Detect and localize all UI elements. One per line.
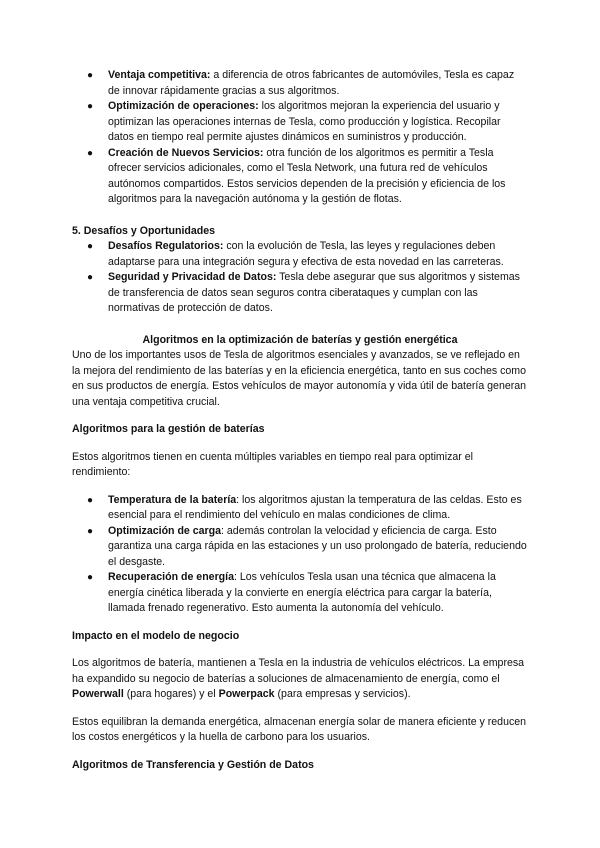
item-text: : los algoritmos ajustan la temperatura de las celdas. Esto es esencial para el rendimiento del vehículo en malas condiciones de clima. [108, 493, 522, 521]
powerwall-label: Powerwall [72, 688, 124, 700]
battery-management-heading: Algoritmos para la gestión de baterías [72, 423, 265, 435]
battery-list [72, 493, 528, 617]
bullet-icon: ● [87, 70, 94, 81]
impact-text-d: (para empresas y servicios). [274, 688, 411, 700]
item-label: Ventaja competitiva: [108, 69, 211, 81]
bullet-icon: ● [87, 272, 94, 283]
list-item [72, 493, 528, 524]
item-text: Tesla debe asegurar que sus algoritmos y sistemas de transferencia de datos sean seguros contra ciberataques y cumplan con las normativas de protección de datos. [108, 271, 520, 314]
impact-paragraph-2: Estos equilibran la demanda energética, almacenan energía solar de manera eficiente y reducen los costos energéticos y la huella de carbono para los usuarios. [72, 715, 527, 743]
list-item [72, 68, 528, 99]
list-item [72, 146, 528, 208]
item-text: otra función de los algoritmos es permitir a Tesla ofrecer servicios adicionales, como el Tesla Network, una futura red de vehículos autónomos compartidos. Estos servicios dependen de la precisión y eficiencia de los algoritmos para la navegación autónoma y la gestión de flotas. [108, 146, 506, 205]
item-text: a diferencia de otros fabricantes de automóviles, Tesla es capaz de innovar rápidamente gracias a sus algoritmos. [108, 69, 515, 97]
bullet-icon: ● [87, 525, 94, 537]
item-label: Desafíos Regulatorios: [108, 240, 224, 252]
item-text: los algoritmos mejoran la experiencia del usuario y optimizan las operaciones internas de Tesla, como producción y logística. Recopilar datos en tiempo real permite ajustes dinámicos en suministros y producción. [108, 100, 501, 143]
impact-paragraph-1 [72, 656, 528, 703]
list-item [72, 570, 528, 617]
challenges-list [72, 239, 528, 317]
battery-section-title: Algoritmos en la optimización de baterías y gestión energética [142, 333, 458, 346]
item-label: Temperatura de la batería [108, 493, 237, 506]
item-text: : Los vehículos Tesla usan una técnica que almacena la energía cinética liberada y la convierte en energía eléctrica para cargar la batería, llamada frenado regenerativo. Esto aumenta la autonomía del vehículo. [108, 571, 496, 614]
impact-heading: Impacto en el modelo de negocio [72, 629, 240, 642]
bullet-icon: ● [87, 241, 94, 252]
impact-text-c: (para hogares) y el [123, 688, 219, 700]
page-content [72, 68, 528, 773]
item-label: Creación de Nuevos Servicios: [108, 146, 264, 159]
bullet-icon: ● [87, 494, 94, 506]
impact-text-a: Los algoritmos de batería, mantienen a Tesla en la industria de vehículos eléctricos. La empresa ha expandido su negocio de baterías a soluciones de almacenamiento de energía, como el [72, 657, 525, 685]
bullet-icon: ● [87, 147, 94, 159]
list-item [72, 524, 528, 571]
list-item [72, 270, 528, 317]
list-item [72, 99, 528, 146]
battery-intro-paragraph: Uno de los importantes usos de Tesla de algoritmos esenciales y avanzados, se ve reflejado en la mejora del rendimiento de las baterías y en la eficiencia energética, tanto en sus coches como en sus productos de energía. Estos vehículos de mayor autonomía y vida útil de batería generan una ventaja competitiva crucial. [72, 349, 527, 408]
bullet-icon: ● [87, 101, 94, 112]
powerpack-label: Powerpack [218, 688, 275, 700]
battery-management-intro: Estos algoritmos tienen en cuenta múltiples variables en tiempo real para optimizar el rendimiento: [72, 450, 474, 478]
list-item [72, 239, 528, 270]
item-label: Optimización de carga [108, 524, 222, 537]
item-text: : además controlan la velocidad y eficiencia de carga. Esto garantiza una carga rápida en las estaciones y un uso prolongado de batería, reduciendo el desgaste. [108, 524, 527, 568]
item-label: Seguridad y Privacidad de Datos: [108, 271, 277, 283]
bullet-icon: ● [87, 572, 94, 583]
item-label: Recuperación de energía [108, 571, 234, 583]
section-heading-challenges: 5. Desafíos y Oportunidades [72, 224, 216, 237]
item-text: con la evolución de Tesla, las leyes y regulaciones deben adaptarse para una integración segura y efectiva de esta novedad en las carreteras. [108, 240, 504, 268]
item-label: Optimización de operaciones: [108, 100, 259, 112]
data-transfer-heading: Algoritmos de Transferencia y Gestión de Datos [72, 758, 314, 771]
advantages-list [72, 68, 528, 208]
